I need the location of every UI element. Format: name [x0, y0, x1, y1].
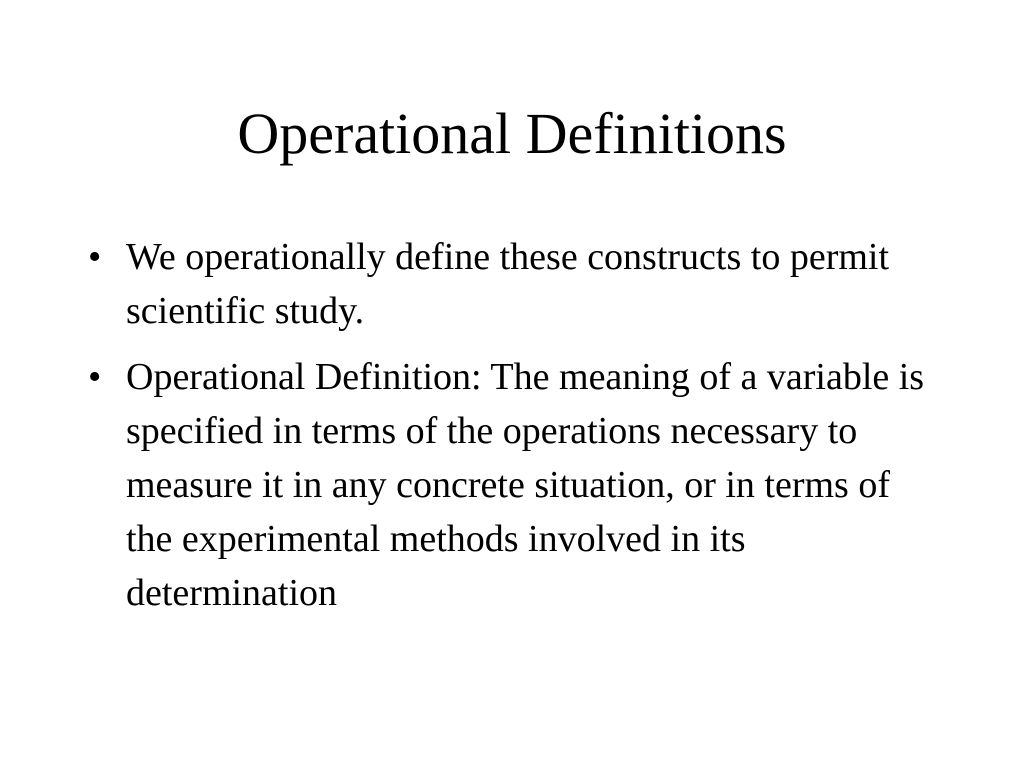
bullet-text: We operationally define these constructs to permit scientific study. [126, 236, 890, 332]
bullet-item [84, 230, 944, 338]
bullet-text: Operational Definition: The meaning of a variable is specified in terms of the operations necessary to measure it in any concrete situation, or in terms of the experimental methods involved in its determination [126, 356, 925, 614]
bullet-marker: • [88, 356, 102, 398]
bullet-marker: • [88, 236, 102, 278]
bullet-list [84, 230, 944, 632]
bullet-item [84, 350, 944, 620]
slide-title: Operational Definitions [237, 101, 787, 166]
